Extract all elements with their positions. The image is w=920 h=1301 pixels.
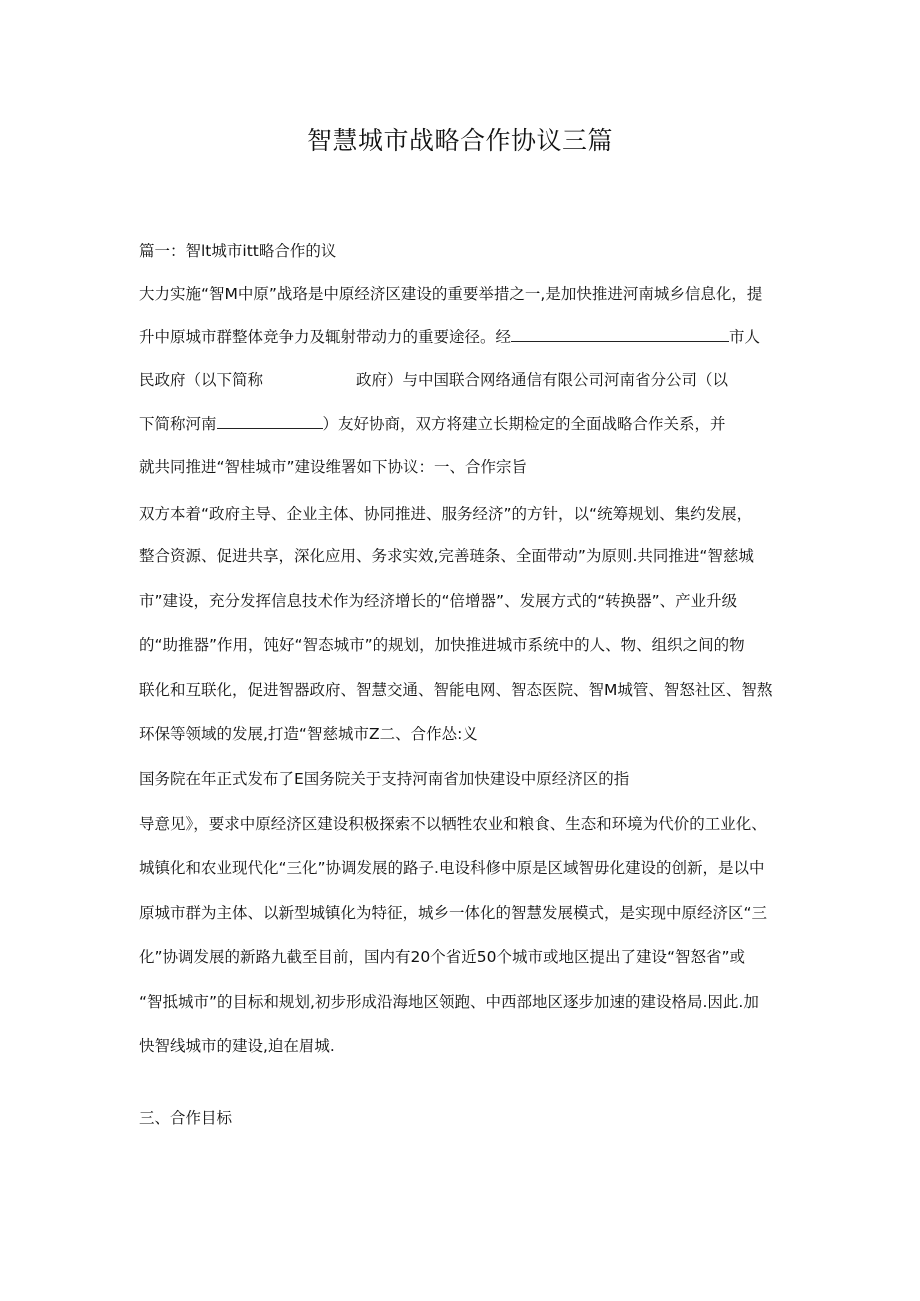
paragraph-line: 整合资源、促进共享，深化应用、务求实效,完善琏条、全面带动”为原则.共同推进“智慈城	[139, 547, 754, 565]
paragraph-line: 的“助推器”作用，饨好“智态城市”的规划，加快推进城市系统中的人、物、组织之间的物	[139, 636, 745, 654]
line-text-before-blank: 下简称河南	[139, 415, 217, 433]
paragraph-line: 快智线城市的建设,迫在眉城.	[139, 1037, 335, 1055]
paragraph-line: 联化和互联化，促进智器政府、智慧交通、智能电网、智态医院、智M城管、智怒社区、智熬	[139, 681, 773, 699]
paragraph-line: 原城市群为主体、以新型城镇化为特征，城乡一体化的智慧发展模式，是实现中原经济区“三	[139, 904, 768, 922]
paragraph-line: 城镇化和农业现代化“三化”协调发展的路子.电设科修中原是区域智毋化建设的创新，是以中	[139, 859, 765, 877]
paragraph-line: 大力实施“智M中原”战珞是中原经济区建设的重要举措之一,是加快推进河南城乡信息化，提	[139, 285, 763, 303]
paragraph-line: “智抵城市”的目标和规划,初步形成沿海地区领跑、中西部地区逐步加速的建设格局.因此.加	[139, 993, 759, 1011]
paragraph-line-with-blank	[139, 326, 760, 348]
line-text-before-gap: 民政府（以下简称	[139, 371, 264, 389]
paragraph-line: 市”建设，充分发挥信息技术作为经济增长的“倍增器”、发展方式的“转换器”、产业升级	[139, 592, 738, 610]
document-title: 智慧城市战略合作协议三篇	[306, 126, 613, 155]
fill-in-blank-city	[511, 327, 729, 342]
paragraph-line-with-blank	[139, 413, 726, 435]
fill-in-blank-name	[217, 414, 323, 429]
paragraph-line: 国务院在年正式发布了E国务院关于支持河南省加快建设中原经济区的指	[139, 770, 630, 788]
section-heading-part-one: 篇一：智lt城市ⅰtt略合作的议	[139, 242, 337, 260]
section-heading-three: 三、合作目标	[139, 1109, 233, 1127]
paragraph-line: 环保等领域的发展,打造“智慈城市Z二、合作怂:义	[139, 725, 478, 743]
paragraph-line: 就共同推进“智桂城市”建设维署如下协议：一、合作宗旨	[139, 458, 528, 476]
paragraph-line: 导意见》，要求中原经济区建设积极探索不以牺牲农业和粮食、生态和环境为代价的工业化、	[139, 815, 767, 833]
line-text-after-gap: 政府）与中国联合网络通信有限公司河南省分公司（以	[356, 371, 729, 389]
line-text-after-blank: ）友好协商，双方将建立长期检定的全面战略合作关系，并	[322, 415, 726, 433]
paragraph-line: 化”协调发展的新路九截至目前，国内有20个省近50个城市或地区提出了建设“智怒省”或	[139, 948, 746, 966]
line-text-before-blank: 升中原城市群整体竞争力及辄射带动力的重要途径。经	[139, 328, 512, 346]
paragraph-line-with-gap	[139, 369, 728, 391]
paragraph-line: 双方本着“政府主导、企业主体、协同推进、服务经济”的方针，以“统筹规划、集约发展，	[139, 505, 753, 523]
line-text-after-blank: 市人	[729, 328, 761, 346]
